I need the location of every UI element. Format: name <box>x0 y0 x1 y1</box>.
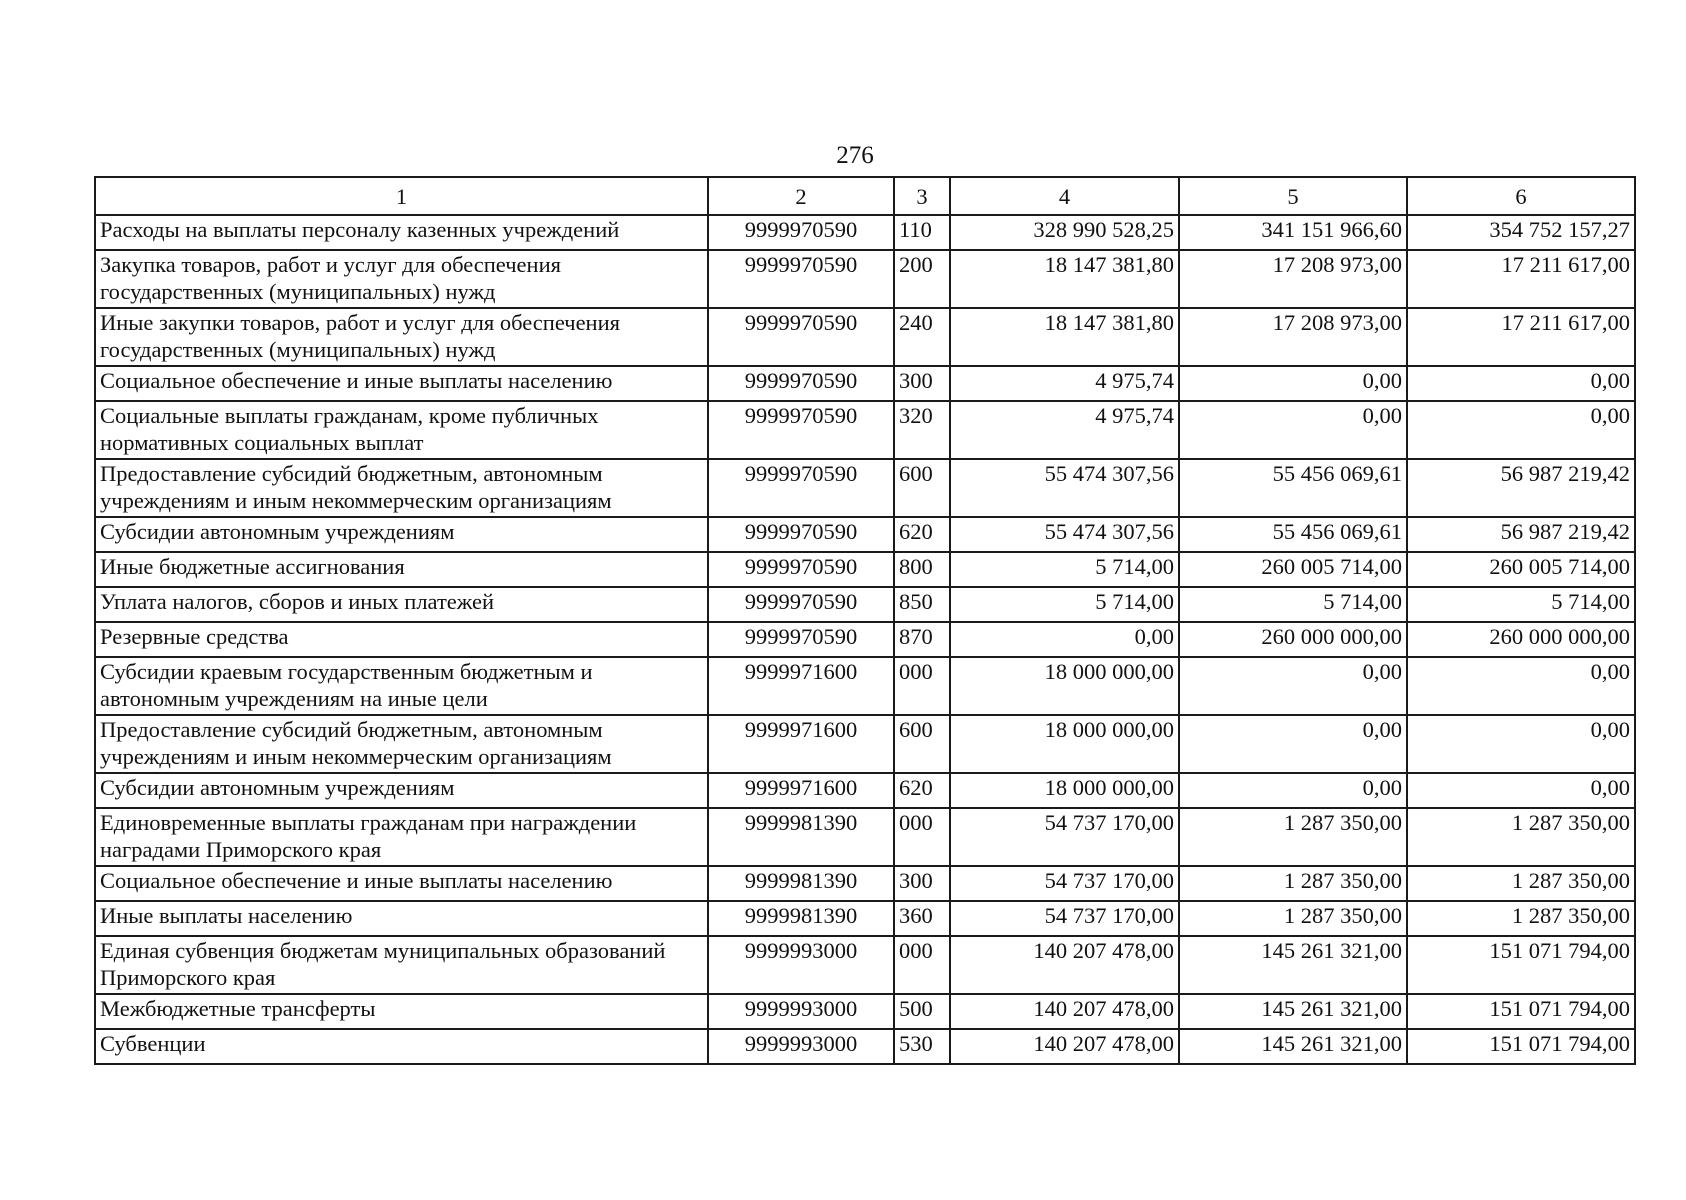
table-row <box>95 552 1635 587</box>
column-header-5: 5 <box>1179 177 1407 215</box>
table-row <box>95 308 1635 366</box>
row-expense-type: 200 <box>894 250 950 308</box>
row-value-5: 1 287 350,00 <box>1179 901 1407 936</box>
row-code: 9999970590 <box>708 552 894 587</box>
row-value-4: 54 737 170,00 <box>950 901 1179 936</box>
row-value-6: 17 211 617,00 <box>1407 308 1635 366</box>
row-value-6: 0,00 <box>1407 366 1635 401</box>
row-name: Резервные средства <box>95 622 708 657</box>
row-expense-type: 300 <box>894 866 950 901</box>
row-expense-type: 320 <box>894 401 950 459</box>
row-name: Иные закупки товаров, работ и услуг для обеспечения государственных (муниципальных) нужд <box>95 308 708 366</box>
row-value-6: 1 287 350,00 <box>1407 901 1635 936</box>
table-row <box>95 936 1635 994</box>
row-value-4: 54 737 170,00 <box>950 866 1179 901</box>
row-value-4: 0,00 <box>950 622 1179 657</box>
row-code: 9999981390 <box>708 866 894 901</box>
row-expense-type: 240 <box>894 308 950 366</box>
page-number: 276 <box>836 142 874 169</box>
row-value-6: 5 714,00 <box>1407 587 1635 622</box>
table-row <box>95 401 1635 459</box>
table-row <box>95 366 1635 401</box>
row-value-5: 260 005 714,00 <box>1179 552 1407 587</box>
row-name: Единовременные выплаты гражданам при награждении наградами Приморского края <box>95 808 708 866</box>
row-expense-type: 600 <box>894 459 950 517</box>
row-value-5: 55 456 069,61 <box>1179 459 1407 517</box>
row-code: 9999970590 <box>708 517 894 552</box>
row-value-6: 151 071 794,00 <box>1407 994 1635 1029</box>
row-value-6: 260 000 000,00 <box>1407 622 1635 657</box>
row-code: 9999970590 <box>708 366 894 401</box>
row-code: 9999981390 <box>708 808 894 866</box>
row-name: Межбюджетные трансферты <box>95 994 708 1029</box>
row-name: Субсидии автономным учреждениям <box>95 517 708 552</box>
row-value-4: 5 714,00 <box>950 552 1179 587</box>
table-row <box>95 715 1635 773</box>
row-expense-type: 110 <box>894 215 950 250</box>
row-value-5: 1 287 350,00 <box>1179 866 1407 901</box>
row-value-6: 0,00 <box>1407 773 1635 808</box>
row-name: Иные бюджетные ассигнования <box>95 552 708 587</box>
row-value-6: 151 071 794,00 <box>1407 936 1635 994</box>
row-code: 9999970590 <box>708 308 894 366</box>
table-row <box>95 215 1635 250</box>
row-value-6: 354 752 157,27 <box>1407 215 1635 250</box>
column-header-6: 6 <box>1407 177 1635 215</box>
row-expense-type: 000 <box>894 808 950 866</box>
row-expense-type: 620 <box>894 517 950 552</box>
row-code: 9999970590 <box>708 215 894 250</box>
row-value-4: 4 975,74 <box>950 366 1179 401</box>
row-expense-type: 360 <box>894 901 950 936</box>
row-name: Субсидии краевым государственным бюджетным и автономным учреждениям на иные цели <box>95 657 708 715</box>
row-value-4: 140 207 478,00 <box>950 1029 1179 1064</box>
row-value-5: 0,00 <box>1179 401 1407 459</box>
header-row <box>95 177 1635 215</box>
row-code: 9999970590 <box>708 250 894 308</box>
row-value-4: 55 474 307,56 <box>950 459 1179 517</box>
row-value-6: 56 987 219,42 <box>1407 459 1635 517</box>
row-name: Субвенции <box>95 1029 708 1064</box>
row-name: Социальное обеспечение и иные выплаты населению <box>95 366 708 401</box>
row-value-4: 4 975,74 <box>950 401 1179 459</box>
column-header-4: 4 <box>950 177 1179 215</box>
row-value-5: 0,00 <box>1179 715 1407 773</box>
row-expense-type: 500 <box>894 994 950 1029</box>
row-code: 9999971600 <box>708 657 894 715</box>
row-value-5: 145 261 321,00 <box>1179 936 1407 994</box>
row-name: Уплата налогов, сборов и иных платежей <box>95 587 708 622</box>
row-expense-type: 600 <box>894 715 950 773</box>
row-value-4: 55 474 307,56 <box>950 517 1179 552</box>
row-value-5: 145 261 321,00 <box>1179 1029 1407 1064</box>
row-name: Субсидии автономным учреждениям <box>95 773 708 808</box>
budget-table <box>94 176 1636 1065</box>
row-value-4: 18 000 000,00 <box>950 657 1179 715</box>
row-code: 9999993000 <box>708 936 894 994</box>
column-header-3: 3 <box>894 177 950 215</box>
row-name: Социальное обеспечение и иные выплаты населению <box>95 866 708 901</box>
row-value-5: 0,00 <box>1179 366 1407 401</box>
row-value-5: 5 714,00 <box>1179 587 1407 622</box>
column-header-2: 2 <box>708 177 894 215</box>
row-value-5: 0,00 <box>1179 657 1407 715</box>
row-name: Предоставление субсидий бюджетным, автономным учреждениям и иным некоммерческим организациям <box>95 459 708 517</box>
row-expense-type: 000 <box>894 657 950 715</box>
row-value-5: 1 287 350,00 <box>1179 808 1407 866</box>
table-row <box>95 657 1635 715</box>
row-expense-type: 800 <box>894 552 950 587</box>
row-expense-type: 530 <box>894 1029 950 1064</box>
table-row <box>95 994 1635 1029</box>
row-code: 9999993000 <box>708 1029 894 1064</box>
row-value-4: 18 000 000,00 <box>950 715 1179 773</box>
row-value-6: 151 071 794,00 <box>1407 1029 1635 1064</box>
row-code: 9999971600 <box>708 715 894 773</box>
row-name: Социальные выплаты гражданам, кроме публичных нормативных социальных выплат <box>95 401 708 459</box>
row-code: 9999981390 <box>708 901 894 936</box>
row-value-5: 0,00 <box>1179 773 1407 808</box>
row-code: 9999970590 <box>708 459 894 517</box>
row-code: 9999970590 <box>708 587 894 622</box>
row-value-4: 328 990 528,25 <box>950 215 1179 250</box>
table-row <box>95 808 1635 866</box>
row-code: 9999993000 <box>708 994 894 1029</box>
row-value-5: 341 151 966,60 <box>1179 215 1407 250</box>
row-value-4: 54 737 170,00 <box>950 808 1179 866</box>
table-row <box>95 250 1635 308</box>
row-name: Иные выплаты населению <box>95 901 708 936</box>
row-value-6: 0,00 <box>1407 401 1635 459</box>
row-code: 9999970590 <box>708 401 894 459</box>
table-row <box>95 587 1635 622</box>
row-name: Закупка товаров, работ и услуг для обеспечения государственных (муниципальных) нужд <box>95 250 708 308</box>
table-row <box>95 459 1635 517</box>
row-value-4: 18 147 381,80 <box>950 308 1179 366</box>
row-value-6: 1 287 350,00 <box>1407 808 1635 866</box>
row-value-4: 140 207 478,00 <box>950 936 1179 994</box>
row-name: Предоставление субсидий бюджетным, автономным учреждениям и иным некоммерческим организациям <box>95 715 708 773</box>
row-name: Единая субвенция бюджетам муниципальных образований Приморского края <box>95 936 708 994</box>
row-code: 9999971600 <box>708 773 894 808</box>
row-value-4: 18 000 000,00 <box>950 773 1179 808</box>
table-row <box>95 901 1635 936</box>
table-row <box>95 1029 1635 1064</box>
row-value-5: 17 208 973,00 <box>1179 250 1407 308</box>
table-row <box>95 866 1635 901</box>
table-row <box>95 622 1635 657</box>
row-expense-type: 620 <box>894 773 950 808</box>
row-value-6: 17 211 617,00 <box>1407 250 1635 308</box>
table-row <box>95 517 1635 552</box>
row-value-6: 0,00 <box>1407 657 1635 715</box>
row-expense-type: 300 <box>894 366 950 401</box>
row-code: 9999970590 <box>708 622 894 657</box>
row-value-6: 1 287 350,00 <box>1407 866 1635 901</box>
row-value-4: 5 714,00 <box>950 587 1179 622</box>
row-value-5: 55 456 069,61 <box>1179 517 1407 552</box>
row-name: Расходы на выплаты персоналу казенных учреждений <box>95 215 708 250</box>
row-expense-type: 000 <box>894 936 950 994</box>
row-expense-type: 870 <box>894 622 950 657</box>
row-expense-type: 850 <box>894 587 950 622</box>
column-header-1: 1 <box>95 177 708 215</box>
row-value-5: 260 000 000,00 <box>1179 622 1407 657</box>
row-value-5: 17 208 973,00 <box>1179 308 1407 366</box>
row-value-6: 56 987 219,42 <box>1407 517 1635 552</box>
row-value-5: 145 261 321,00 <box>1179 994 1407 1029</box>
row-value-6: 0,00 <box>1407 715 1635 773</box>
table-row <box>95 773 1635 808</box>
row-value-4: 140 207 478,00 <box>950 994 1179 1029</box>
row-value-6: 260 005 714,00 <box>1407 552 1635 587</box>
row-value-4: 18 147 381,80 <box>950 250 1179 308</box>
